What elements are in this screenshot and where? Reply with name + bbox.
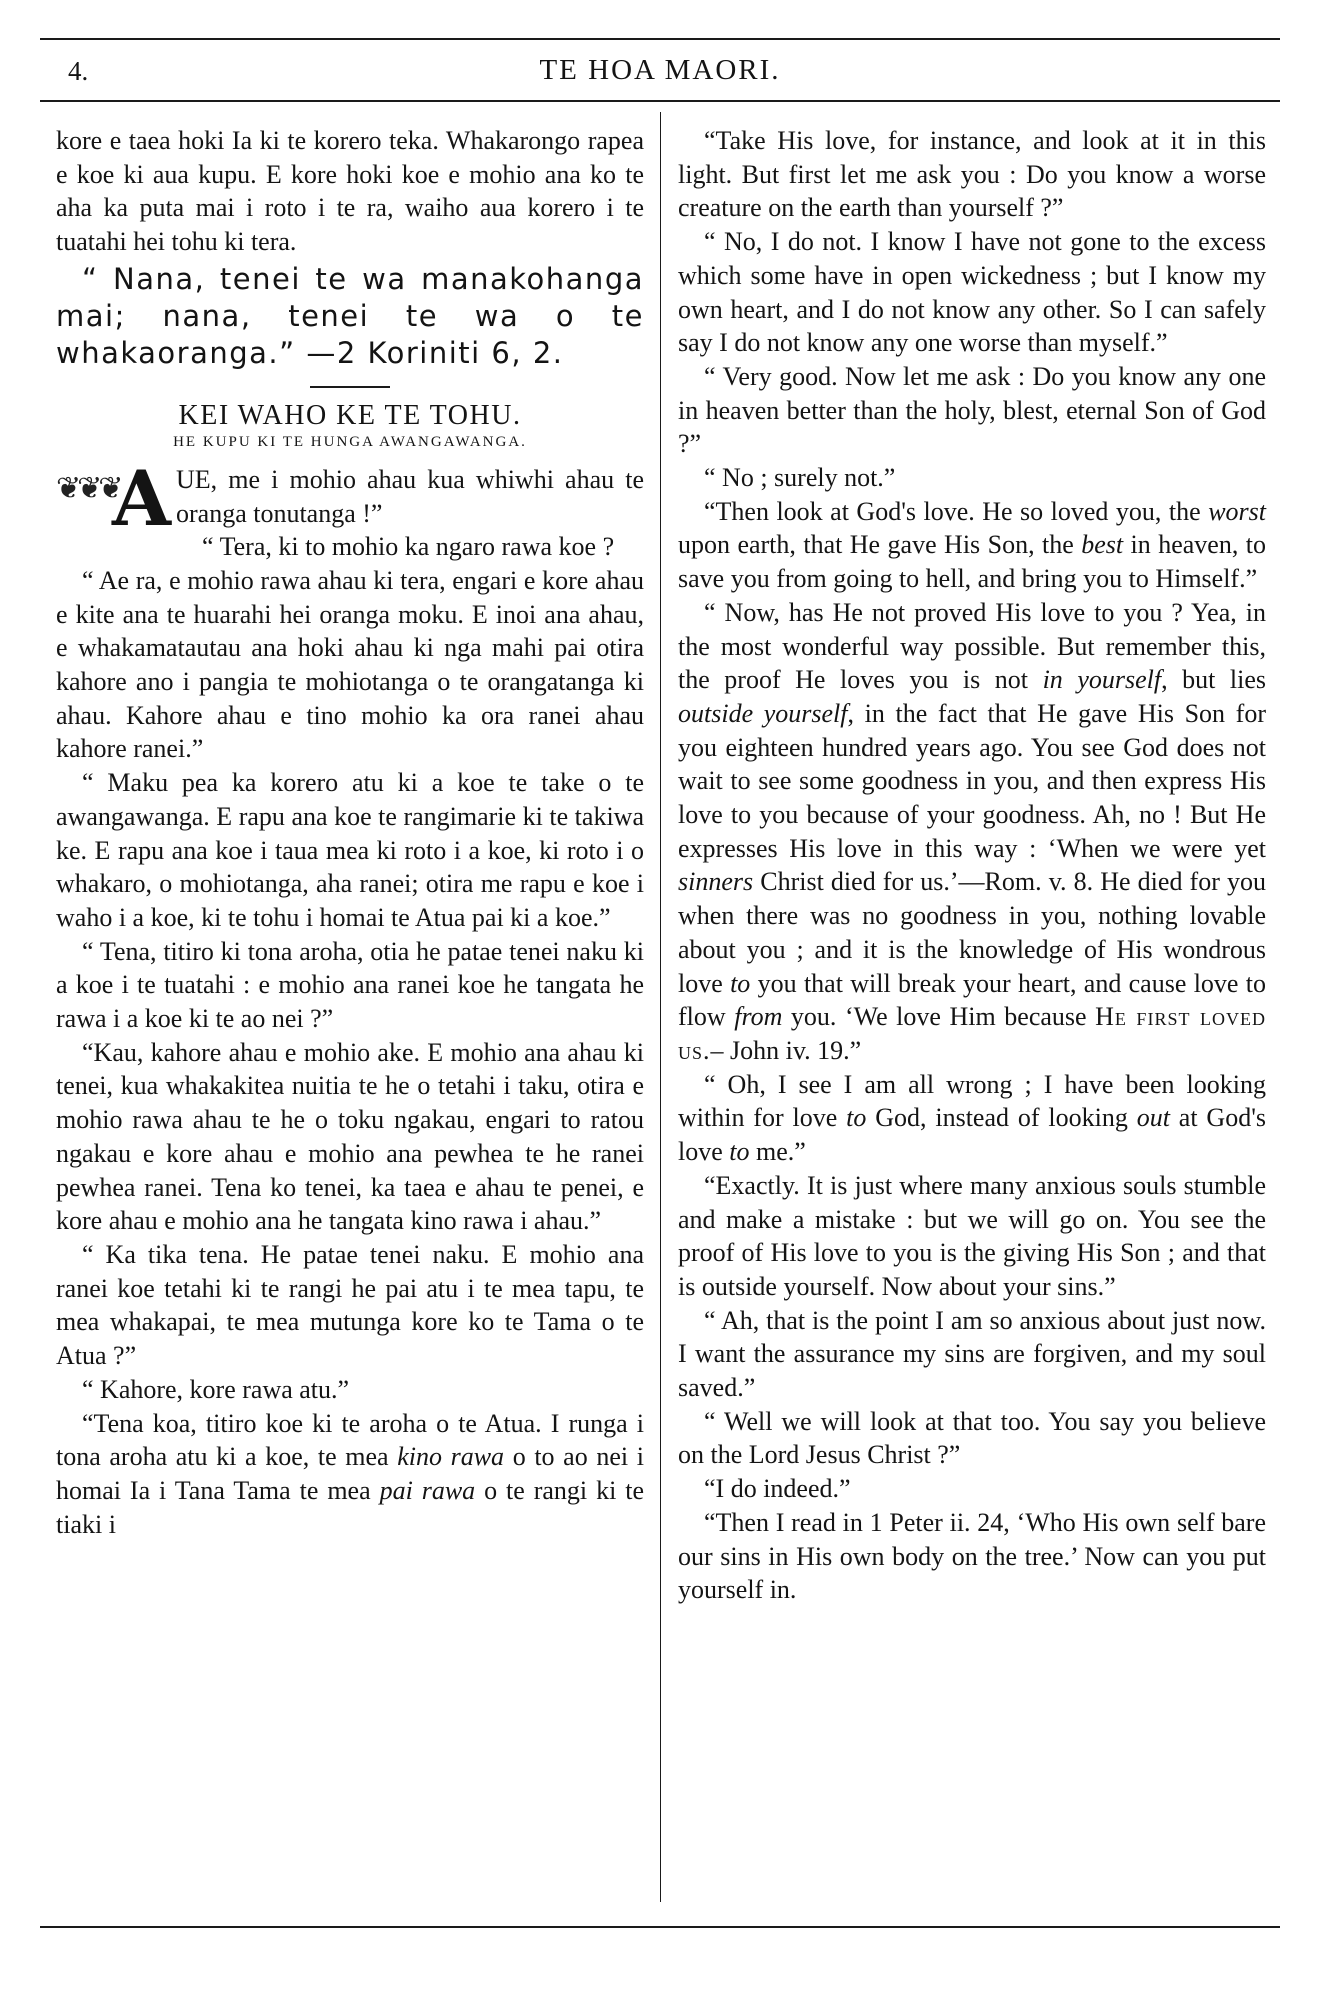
section-divider <box>310 386 390 388</box>
article-opening <box>56 453 644 543</box>
article-paragraph: “ No ; surely not.” <box>704 463 896 493</box>
article-paragraph: “Exactly. It is just where many anxious souls stumble and make a mistake : but we will go on. You see the proof of His love to you is the giving His Son ; and that is outside yourself. Now about your sins.” <box>678 1170 1266 1301</box>
article-paragraph: “Then look at God's love. He so loved you, the worst upon earth, that He gave His Son, the best in heaven, to save you from going to hell, and bring you to Himself.” <box>678 496 1266 594</box>
right-column <box>678 124 1266 1607</box>
article-paragraph: “ Tera, ki to mohio ka ngaro rawa koe ? <box>202 532 615 562</box>
article-paragraph: “ Oh, I see I am all wrong ; I have been looking within for love to God, instead of looking out at God's love to me.” <box>678 1069 1267 1167</box>
article-paragraph: “ Ae ra, e mohio rawa ahau ki tera, engari e kore ahau e kite ana te huarahi hei oranga moku. E inoi ana ahau, e whakamatautau ana hoki ahau ki nga mahi pai otira kahore ano i pangia te mohiotanga o te orangatanga ki ahau. Kahore ahau e tino mohio ka ora ranei ahau kahore ranei.” <box>56 565 644 764</box>
drop-cap-letter: A <box>112 453 171 543</box>
article-paragraph: “I do indeed.” <box>704 1474 851 1504</box>
article-paragraph: “ Maku pea ka korero atu ki a koe te take o te awangawanga. E rapu ana koe te rangimarie ki te takiwa ke. E rapu ana koe i taua mea ki roto i a koe, ki roto i o whakaro, o mohiotanga, aha ranei; otira me rapu e koe i waho i a koe, ki te tohu i homai te Atua pai ki a koe.” <box>56 768 644 932</box>
left-column <box>56 124 644 1541</box>
floral-ornament-icon: ❦❦❦ <box>56 470 120 506</box>
article-paragraph: “ Very good. Now let me ask : Do you know any one in heaven better than the holy, blest, eternal Son of God ?” <box>678 361 1266 459</box>
article-paragraph: “ No, I do not. I know I have not gone to the excess which some have in open wickedness ; but I know my own heart, and I do not know any other. So I can safely say I do not know any one worse than myself.” <box>678 227 1266 358</box>
article-paragraph: “ Tena, titiro ki tona aroha, otia he patae tenei naku ki a koe i te tuatahi : e mohio ana ranei koe he tangata he rawa i a koe ki te ao nei ?” <box>56 936 644 1034</box>
column-divider <box>660 112 661 1902</box>
page-header <box>40 50 1280 94</box>
section-title: KEI WAHO KE TE TOHU. <box>178 399 522 431</box>
article-paragraph: “ Kahore, kore rawa atu.” <box>82 1374 350 1404</box>
drop-cap <box>56 453 171 543</box>
bottom-rule <box>40 1926 1280 1928</box>
article-paragraph: kore e taea hoki Ia ki te korero teka. Whakarongo rapea e koe ki aua kupu. E kore hoki koe e mohio ana ko te aha ka puta mai i roto i te ra, waiho aua korero i te tuatahi hei tohu ki tera. <box>56 126 644 257</box>
article-paragraph: “Then I read in 1 Peter ii. 24, ‘Who His own self bare our sins in His own body on the tree.’ Now can you put yourself in. <box>678 1507 1266 1605</box>
section-subtitle: HE KUPU KI TE HUNGA AWANGAWANGA. <box>173 433 527 450</box>
page-number: 4. <box>68 56 89 86</box>
journal-title: TE HOA MAORI. <box>539 54 781 86</box>
article-paragraph: “Take His love, for instance, and look at it in this light. But first let me ask you : Do you know a worse creature on the earth than yourself ?” <box>678 126 1266 223</box>
article-paragraph: “ Ka tika tena. He patae tenei naku. E mohio ana ranei koe tetahi ki te rangi he pai atu i te mea tapu, te mea whakapai, te mea mutunga kore ko te Tama o te Atua ?” <box>56 1239 644 1371</box>
top-rule <box>40 38 1280 40</box>
article-paragraph: “ Now, has He not proved His love to you ? Yea, in the most wonderful way possible. But remember this, the proof He loves you is not in yourself, but lies outside yourself, in the fact that He gave His Son for you eighteen hundred years ago. You see God does not wait to see some goodness in you, and then express His love to you because of your goodness. Ah, no ! But He expresses His love in this way : ‘When we were yet sinners Christ died for us.’—Rom. v. 8. He died for you when there was no goodness in you, nothing lovable about you ; and it is the knowledge of His wondrous love to you that will break your heart, and cause love to flow from you. ‘We love Him because He first loved us.– John iv. 19.” <box>678 597 1266 1065</box>
article-paragraph: “ Well we will look at that too. You say you believe on the Lord Jesus Christ ?” <box>678 1406 1266 1470</box>
article-paragraph: “Tena koa, titiro koe ki te aroha o te Atua. I runga i tona aroha atu ki a koe, te mea kino rawa o to ao nei i homai Ia i Tana Tama te mea pai rawa o te rangi ki te tiaki i <box>56 1408 644 1539</box>
scripture-quote: “ Nana, tenei te wa manakohanga mai; nana, tenei te wa o te whakaoranga.” —2 Koriniti 6, 2. <box>56 261 644 370</box>
article-paragraph: “ Ah, that is the point I am so anxious about just now. I want the assurance my sins are forgiven, and my soul saved.” <box>678 1305 1266 1403</box>
article-paragraph: UE, me i mohio ahau kua whiwhi ahau te oranga tonutanga !” <box>176 464 644 528</box>
article-paragraph: “Kau, kahore ahau e mohio ake. E mohio ana ahau ki tenei, kua whakakitea nuitia te he o tetahi i taku, otira e mohio rawa ahau te he o toku ngakau, engari to ratou ngakau e kore ahau e mohio ana pewhea te he ranei pewhea ranei. Tena ko tenei, ka taea e ahau te penei, e kore ahau e mohio ana he tangata kino rawa i ahau.” <box>56 1037 644 1236</box>
header-rule <box>40 100 1280 102</box>
